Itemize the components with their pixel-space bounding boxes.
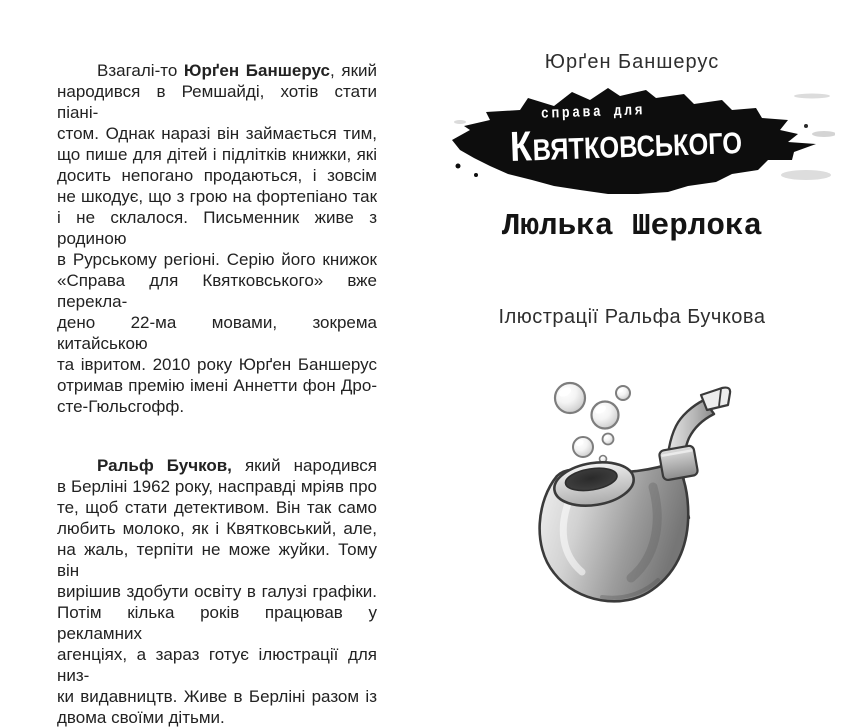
pipe-band <box>659 445 699 481</box>
text-line <box>57 476 377 497</box>
text-run: те, щоб стати детективом. Він так само <box>57 498 377 517</box>
text-run: двома своїми дітьми. <box>57 708 225 727</box>
text-line <box>57 123 377 144</box>
text-line <box>57 60 377 81</box>
bubble <box>573 437 593 457</box>
text-line <box>57 396 377 417</box>
bold-text-run: Ральф Бучков, <box>97 456 232 475</box>
text-line <box>57 707 377 728</box>
author-name: Юрґен Баншерус <box>544 51 720 73</box>
text-line <box>57 81 377 123</box>
text-run: Потім кілька років працював у рекламних <box>57 603 377 643</box>
text-line <box>57 686 377 707</box>
text-run: вирішив здобути освіту в галузі графіки. <box>57 582 377 601</box>
text-line <box>57 539 377 581</box>
text-run: народився в Ремшайді, хотів стати піані- <box>57 82 377 122</box>
text-run: та івритом. 2010 року Юрґен Баншерус <box>57 355 377 374</box>
bubble <box>592 402 619 429</box>
text-run: любить молоко, як і Квятковський, але, <box>57 519 377 538</box>
text-run: і не склалося. Письменник живе з родиною <box>57 208 377 248</box>
text-run: дено 22-ма мовами, зокрема китайською <box>57 313 377 353</box>
text-line <box>57 249 377 270</box>
text-run: в Рурському регіоні. Серію його книжок <box>57 250 377 269</box>
text-run: в Берліні 1962 року, насправді мріяв про <box>57 477 377 496</box>
text-line <box>57 186 377 207</box>
text-run: отримав премію імені Аннетти фон Дро- <box>57 376 377 395</box>
text-run: сте-Гюльсгофф. <box>57 397 185 416</box>
bubble <box>555 383 585 413</box>
text-line <box>57 354 377 375</box>
bubble <box>603 434 614 445</box>
series-main-initial: К <box>509 122 537 171</box>
text-line <box>57 455 377 476</box>
text-run: на жаль, терпіти не може жуйки. Тому він <box>57 540 377 580</box>
text-run: «Справа для Квятковського» вже перекла- <box>57 271 377 311</box>
right-page <box>420 0 844 650</box>
text-line <box>57 144 377 165</box>
text-line <box>57 644 377 686</box>
pipe-illustration <box>504 360 760 612</box>
text-run: , який <box>330 61 378 80</box>
text-run: ки видавництв. Живе в Берліні разом із <box>57 687 377 706</box>
book-title: Люлька Шерлока <box>501 209 763 244</box>
illustrator-bio-butschkow <box>57 455 377 728</box>
text-line <box>57 207 377 249</box>
ink-splash-svg <box>450 82 835 202</box>
bubble <box>616 386 630 400</box>
text-run: який народився <box>231 456 377 475</box>
text-line <box>57 375 377 396</box>
text-run: досить непогано продаються, і зовсім <box>57 166 377 185</box>
bold-text-run: Юрґен Баншерус <box>183 61 331 80</box>
series-top-label: справа для <box>540 101 662 123</box>
text-line <box>57 270 377 312</box>
series-logo <box>450 82 835 202</box>
left-page <box>57 60 377 728</box>
text-line <box>57 602 377 644</box>
text-run: не шкодує, що з грою на фортепіано так <box>57 187 377 206</box>
author-bio-banscherus <box>57 60 377 417</box>
bubbles <box>555 383 630 463</box>
pipe-mouthpiece <box>701 388 730 410</box>
text-run: що пише для дітей і підлітків книжки, які <box>57 145 377 164</box>
pipe-svg <box>504 360 760 612</box>
text-line <box>57 518 377 539</box>
series-main-rest: ВЯТКОВСЬКОГО <box>532 125 781 168</box>
illustration-credit: Ілюстрації Ральфа Бучкова <box>498 306 766 328</box>
text-line <box>57 497 377 518</box>
text-run: агенціях, а зараз готує ілюстрації для низ- <box>57 645 377 685</box>
text-line <box>57 581 377 602</box>
text-run: Взагалі-то <box>97 61 184 80</box>
text-run: стом. Однак наразі він займається тим, <box>57 124 377 143</box>
text-line <box>57 312 377 354</box>
text-line <box>57 165 377 186</box>
